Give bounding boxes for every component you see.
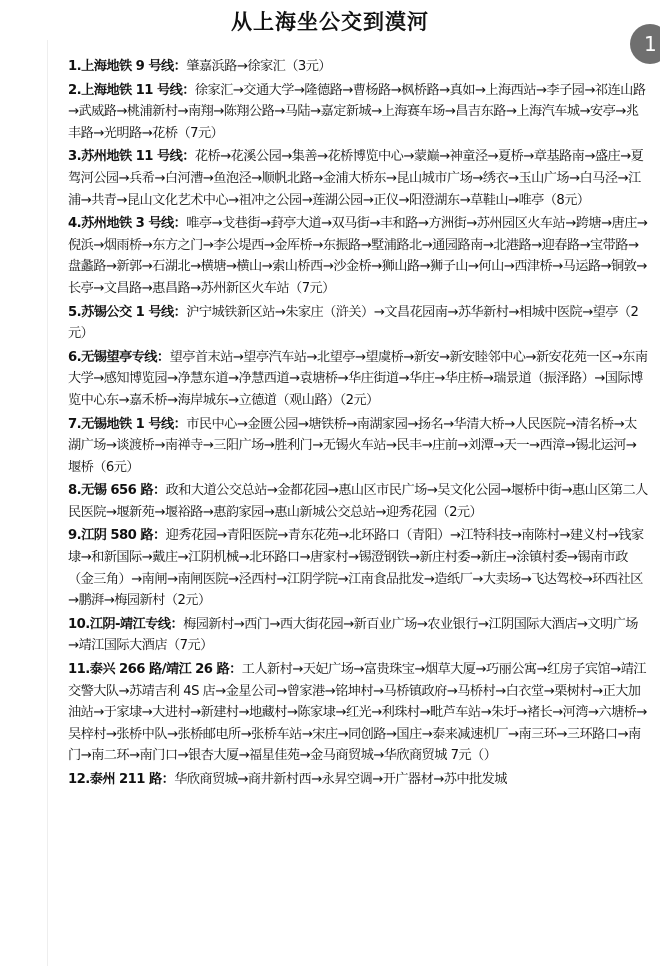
route-item <box>68 213 648 299</box>
page-margin-line <box>47 40 48 966</box>
route-label: 3.苏州地铁 11 号线： <box>68 149 195 165</box>
route-stops: 华欣商贸城→商井新村西→永昇空调→开广器材→苏中批发城 <box>174 772 507 787</box>
route-label: 4.苏州地铁 3 号线： <box>68 216 187 232</box>
route-item <box>68 146 648 211</box>
route-label: 11.泰兴 266 路/靖江 26 路： <box>68 662 242 678</box>
route-item <box>68 414 648 479</box>
route-label: 6.无锡望亭专线： <box>68 349 170 365</box>
route-item <box>68 302 648 345</box>
route-item <box>68 480 648 523</box>
route-item <box>68 347 648 412</box>
route-label: 8.无锡 656 路： <box>68 483 166 499</box>
page-title: 从上海坐公交到漠河 <box>231 9 429 34</box>
route-label: 10.江阴-靖江专线： <box>68 616 184 632</box>
route-label: 9.江阴 580 路： <box>68 528 166 544</box>
route-stops: 迎秀花园→青阳医院→青东花苑→北环路口（青阳）→江特科技→南陈村→建义村→钱家埭→和新国际→戴庄→江阴机械→北环路口→唐家村→锡澄钢铁→新庄村委→新庄→涂镇村委→锡南市政（金三角）→南闸→南闸医院→泾西村→江阴学院→江南食品批发→造纸厂→大卖场→飞达驾校→环西社区→鹏湃→梅园新村（2元） <box>68 528 644 609</box>
route-item <box>68 525 648 611</box>
route-label: 2.上海地铁 11 号线： <box>68 82 195 98</box>
route-list <box>68 56 648 793</box>
route-item <box>68 769 648 791</box>
route-stops: 政和大道公交总站→金都花园→惠山区市民广场→吴文化公园→堰桥中街→惠山区第二人民医院→堰新苑→堰裕路→惠韵家园→惠山新城公交总站→迎秀花园（2元） <box>68 483 648 520</box>
route-stops: 肇嘉浜路→徐家汇（3元） <box>186 59 331 74</box>
route-item <box>68 56 648 78</box>
route-stops: 市民中心→金匮公园→塘铁桥→南湖家园→扬名→华清大桥→人民医院→清名桥→太湖广场→谈渡桥→南禅寺→三阳广场→胜利门→无锡火车站→民丰→庄前→刘潭→天一→西漳→锡北运河→堰桥（6元） <box>68 416 637 475</box>
page-count-badge[interactable]: 1 <box>630 24 660 64</box>
route-item <box>68 614 648 657</box>
route-stops: 工人新村→天妃广场→富贵珠宝→烟草大厦→巧丽公寓→红房子宾馆→靖江交警大队→苏靖吉利 4S 店→金星公司→曾家港→铭坤村→马桥镇政府→马桥村→白衣堂→栗树村→正大加油站→于家埭→大进村→新建村→地藏村→陈家埭→红光→利珠村→毗芦车站→朱圩→褚长→河湾→六塘桥→吴梓村→张桥中队→张桥邮电所→张桥车站→宋庄→同创路→国庄→泰来减速机厂→南三环→三环路口→南门→南二环→南门口→银杏大厦→福星佳苑→金马商贸城→华欣商贸城 7元（） <box>68 662 647 764</box>
route-stops: 梅园新村→西门→西大街花园→新百业广场→农业银行→江阴国际大酒店→文明广场→靖江国际大酒店（7元） <box>68 616 638 654</box>
route-stops: 沪宁城铁新区站→朱家庄（浒关）→文昌花园南→苏华新村→相城中医院→望亭（2元） <box>68 304 639 342</box>
route-label: 12.泰州 211 路： <box>68 772 175 787</box>
route-stops: 花桥→花溪公园→集善→花桥博览中心→蒙巅→神童泾→夏桥→章基路南→盛庄→夏驾河公园→兵希→白河漕→鱼泡泾→顺帆北路→金浦大桥东→昆山城市广场→绣衣→玉山广场→白马泾→江浦→共青→昆山文化艺术中心→祖冲之公园→莲湖公园→正仪→阳澄湖东→草鞋山→唯亭（8元） <box>68 149 644 208</box>
route-label: 1.上海地铁 9 号线： <box>68 59 187 74</box>
route-label: 5.苏锡公交 1 号线： <box>68 304 187 320</box>
route-item <box>68 659 648 767</box>
route-stops: 唯亭→戈巷街→葑亭大道→双马街→丰和路→方洲街→苏州园区火车站→跨塘→唐庄→倪浜→烟雨桥→东方之门→李公堤西→金厍桥→东振路→墅浦路北→通园路南→北港路→迎春路→宝带路→盘蠡路→新郭→石湖北→横塘→横山→索山桥西→沙金桥→狮山路→狮子山→何山→西津桥→马运路→铜敦→长亭→文昌路→惠昌路→苏州新区火车站（7元） <box>68 216 648 296</box>
route-stops: 徐家汇→交通大学→隆德路→曹杨路→枫桥路→真如→上海西站→李子园→祁连山路→武威路→桃浦新村→南翔→陈翔公路→马陆→嘉定新城→上海赛车场→昌吉东路→上海汽车城→安亭→兆丰路→光明路→花桥（7元） <box>68 82 646 141</box>
route-item <box>68 80 648 145</box>
route-stops: 望亭首末站→望亭汽车站→北望亭→望虞桥→新安→新安睦邻中心→新安花苑一区→东南大学→感知博览园→净慧东道→净慧西道→袁塘桥→华庄街道→华庄→华庄桥→瑞景道（振泽路）→国际博览中心东→嘉禾桥→海岸城东→立德道（观山路）（2元） <box>68 349 648 408</box>
route-label: 7.无锡地铁 1 号线： <box>68 416 187 432</box>
